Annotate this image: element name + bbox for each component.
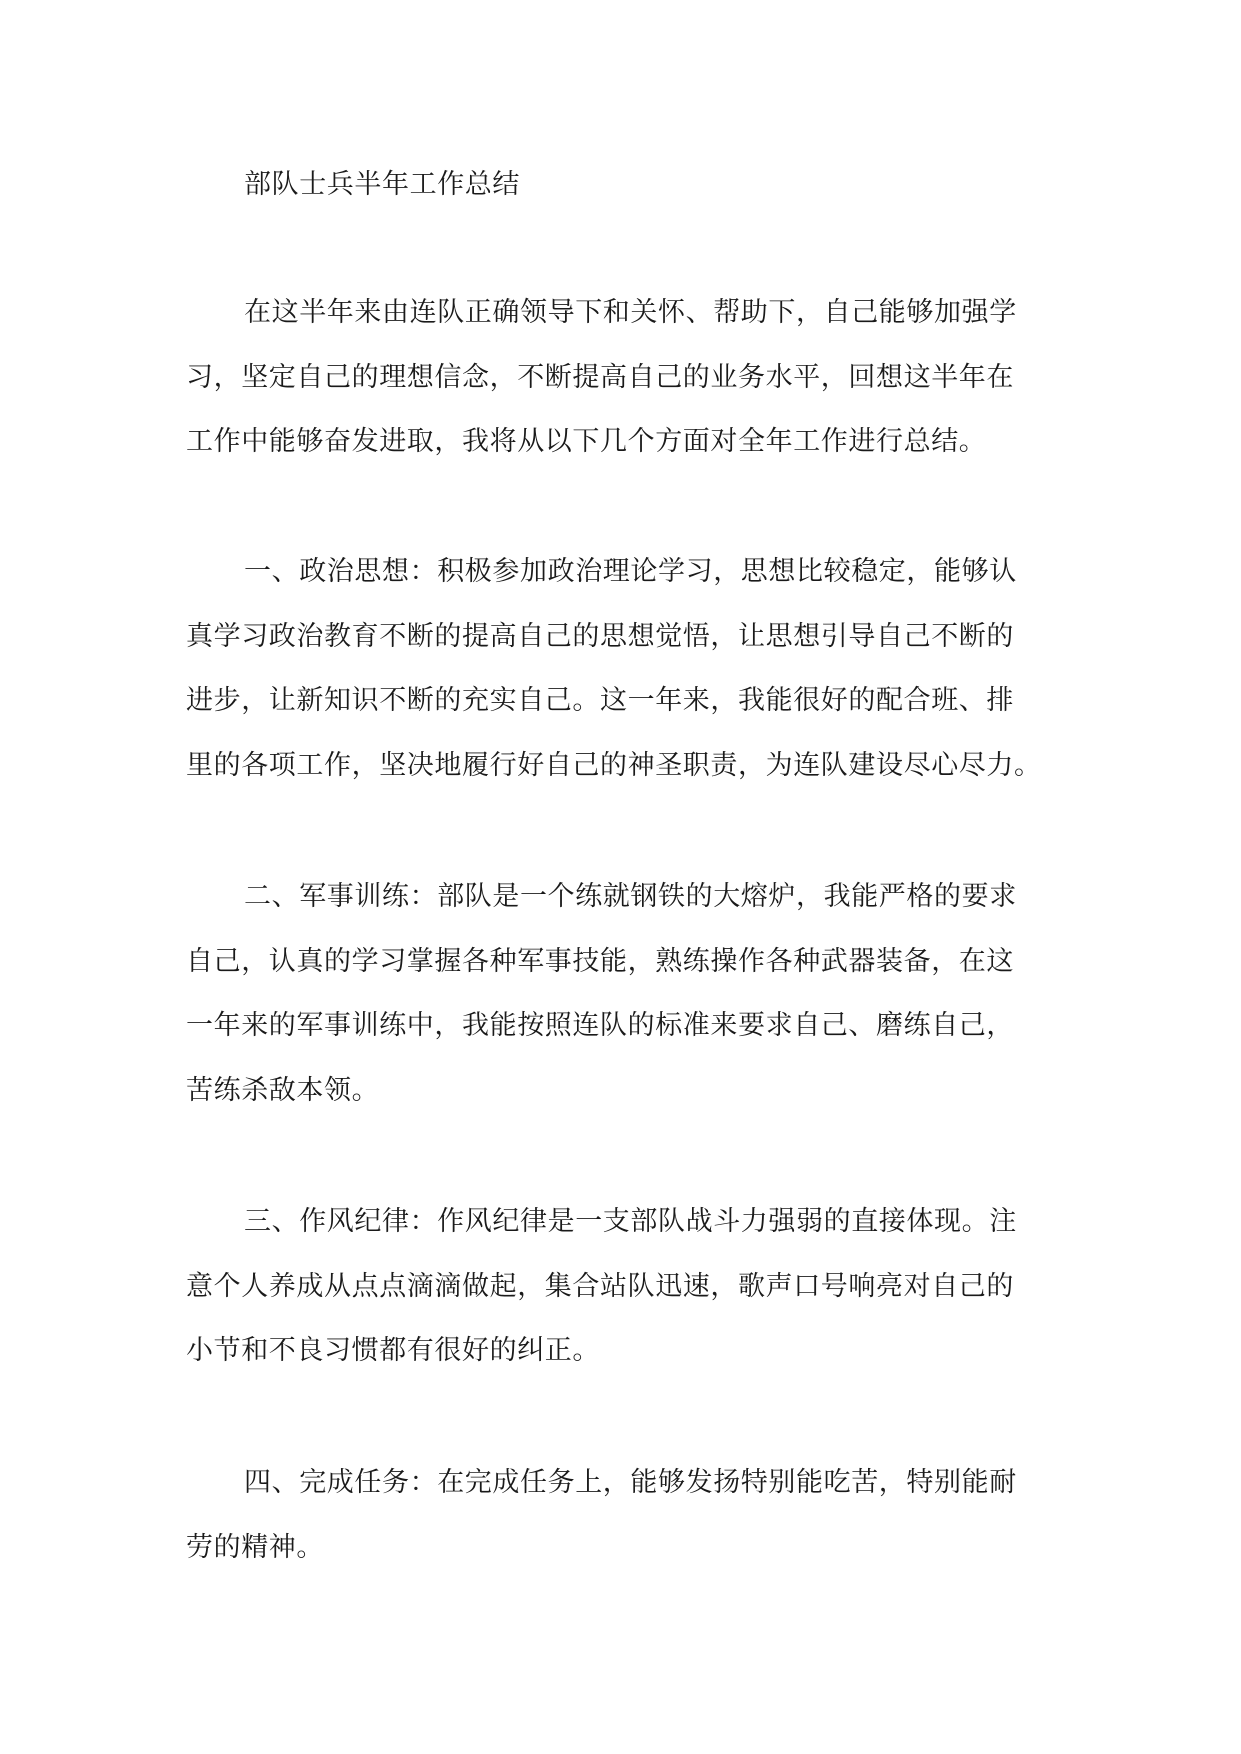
paragraph-line: 苦练杀敌本领。 [186, 1074, 380, 1106]
paragraph-military-training [186, 865, 1066, 1123]
paragraph-line: 一年来的军事训练中，我能按照连队的标准来要求自己、磨练自己， [186, 1010, 1014, 1041]
paragraph-line: 一、政治思想：积极参加政治理论学习，思想比较稳定，能够认 [244, 556, 1017, 587]
document-title [186, 153, 1066, 218]
paragraph-political-thought [186, 540, 1066, 798]
paragraph-line: 工作中能够奋发进取，我将从以下几个方面对全年工作进行总结。 [186, 426, 987, 457]
paragraph-line: 小节和不良习惯都有很好的纠正。 [186, 1335, 600, 1366]
paragraph-line: 三、作风纪律：作风纪律是一支部队战斗力强弱的直接体现。注 [244, 1206, 1017, 1237]
paragraph-line: 自己，认真的学习掌握各种军事技能，熟练操作各种武器装备，在这 [186, 945, 1014, 977]
paragraph-line: 二、军事训练：部队是一个练就钢铁的大熔炉，我能严格的要求 [244, 881, 1017, 912]
paragraph-line: 真学习政治教育不断的提高自己的思想觉悟，让思想引导自己不断的 [186, 620, 1014, 652]
paragraph-line: 进步，让新知识不断的充实自己。这一年来，我能很好的配合班、排 [186, 685, 1014, 716]
paragraph-intro [186, 281, 1066, 475]
paragraph-line: 意个人养成从点点滴滴做起，集合站队迅速，歌声口号响亮对自己的 [186, 1270, 1014, 1302]
paragraph-line: 在这半年来由连队正确领导下和关怀、帮助下，自己能够加强学 [244, 297, 1017, 328]
paragraph-line: 四、完成任务：在完成任务上，能够发扬特别能吃苦，特别能耐 [244, 1467, 1017, 1498]
paragraph-line: 劳的精神。 [186, 1531, 324, 1563]
title-text: 部队士兵半年工作总结 [244, 169, 520, 200]
paragraph-line: 里的各项工作，坚决地履行好自己的神圣职责，为连队建设尽心尽力。 [186, 749, 1042, 781]
paragraph-discipline [186, 1190, 1066, 1384]
paragraph-task-completion [186, 1451, 1066, 1580]
paragraph-line: 习，坚定自己的理想信念，不断提高自己的业务水平，回想这半年在 [186, 361, 1014, 393]
